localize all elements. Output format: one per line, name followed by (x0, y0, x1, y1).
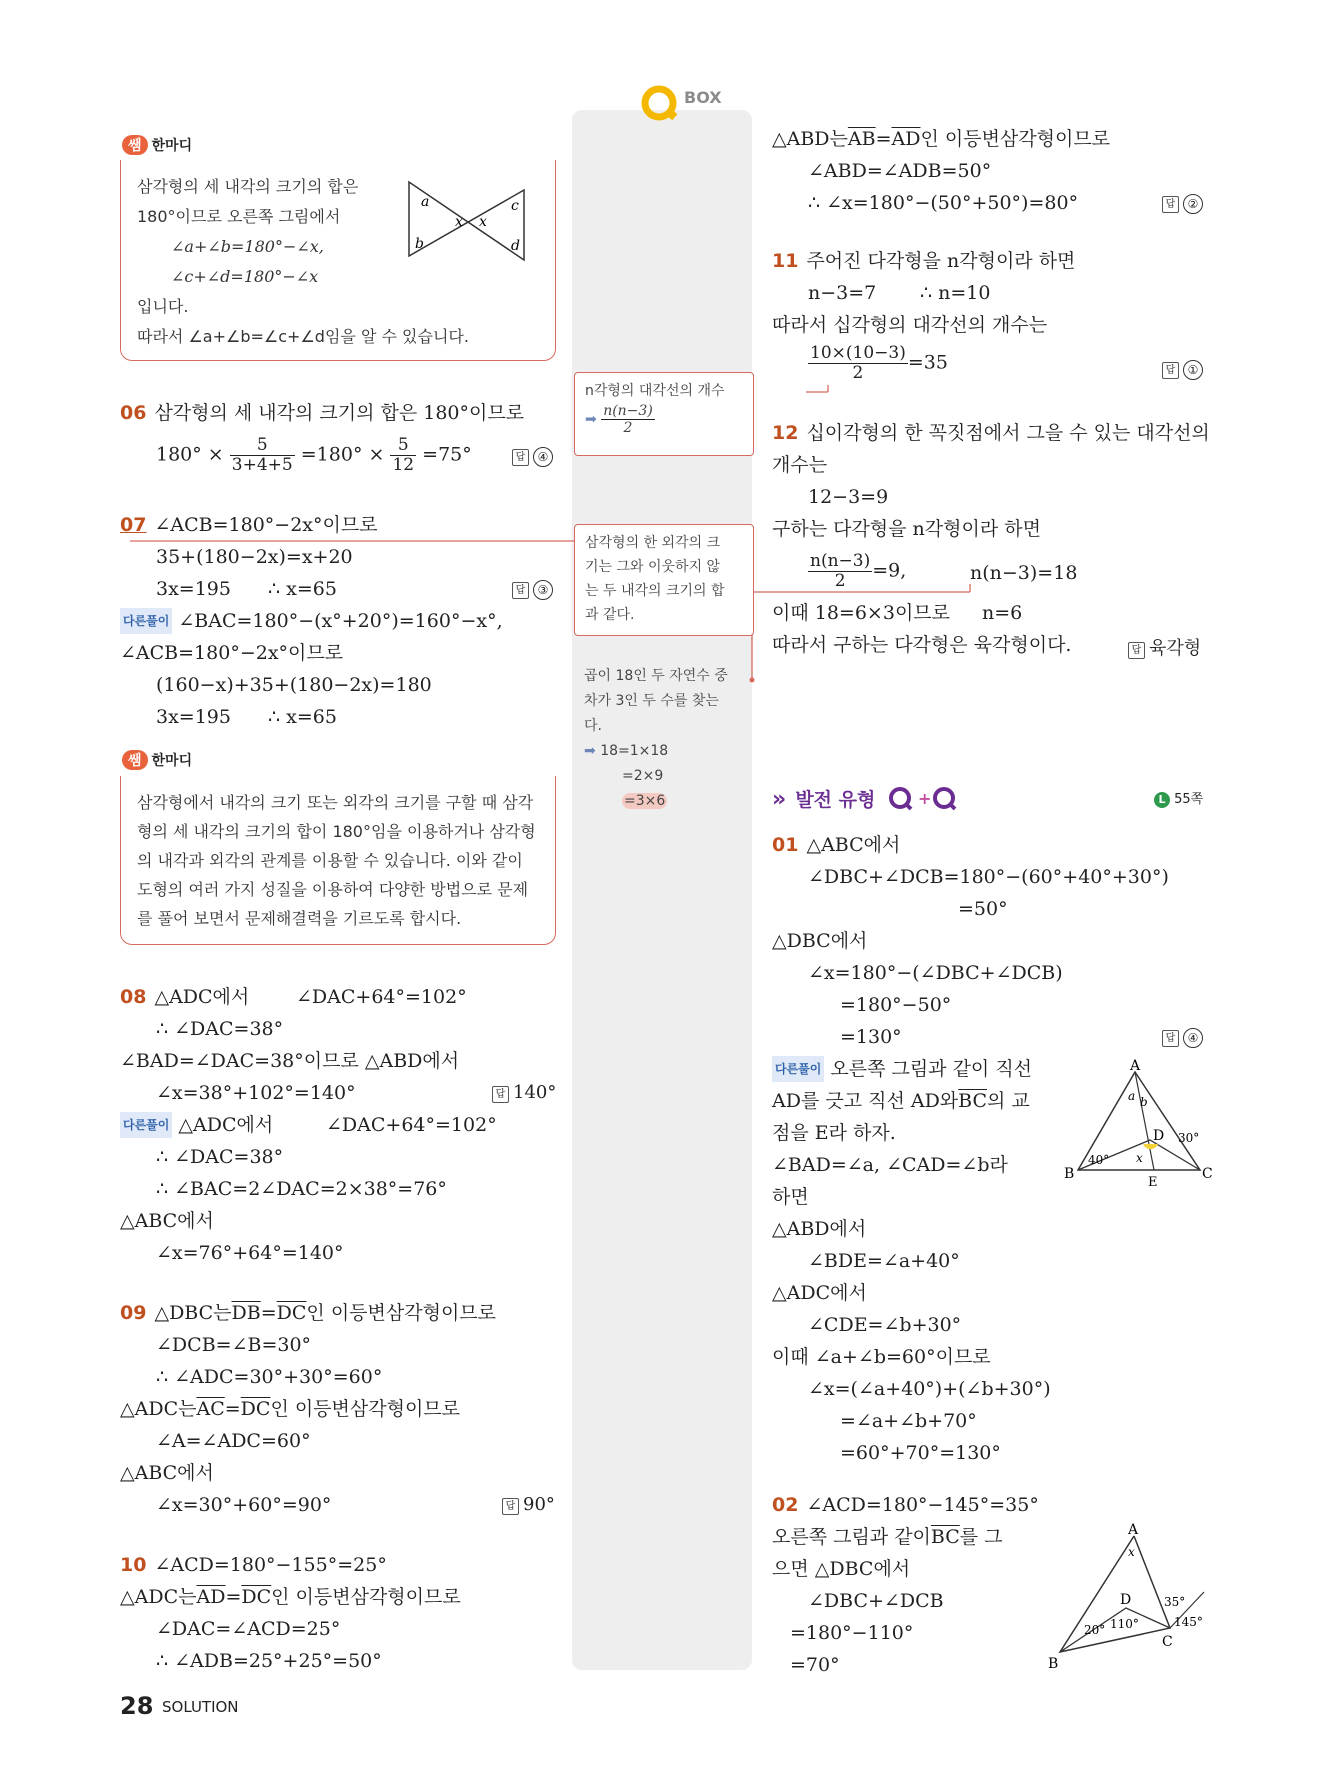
p10-line2: △ADC는$\overline{AD}=\overline{DC}$인 이등변삼각형이므로 (120, 1586, 461, 1608)
problem-number: 02 (772, 1494, 799, 1516)
alt-solution-badge: 다른풀이 (772, 1056, 824, 1082)
answer-09: 답 90° (502, 1494, 555, 1515)
a01-line1: 01 △ABC에서 (772, 834, 901, 856)
p11-line1: 11 주어진 다각형을 n각형이라 하면 (772, 250, 1076, 272)
tip1-line: ∠c+∠d=180°−∠x (171, 267, 319, 286)
svg-text:A: A (1130, 1058, 1141, 1074)
p08-line4: ∠x=38°+102°=140° (156, 1082, 356, 1104)
p09-line7: ∠x=30°+60°=90° (156, 1494, 332, 1516)
svg-text:35°: 35° (1164, 1595, 1186, 1609)
p12-line2: 개수는 (772, 454, 828, 476)
tip1-line: 180°이므로 오른쪽 그림에서 (137, 207, 341, 226)
p08-line3: ∠BAD=∠DAC=38°이므로 △ABD에서 (120, 1050, 460, 1072)
answer-07: 답 ③ (512, 578, 553, 600)
l-circle-icon: L (1154, 792, 1170, 808)
problem-number: 12 (772, 422, 799, 444)
answer-icon: 답 (1162, 1030, 1179, 1047)
p07-line2: 35+(180−2x)=x+20 (156, 546, 353, 568)
p12-line7: 따라서 구하는 다각형은 육각형이다. (772, 634, 1072, 656)
problem-number: 01 (772, 834, 799, 856)
answer-12: 답 육각형 (1128, 634, 1201, 660)
a01-line14: ∠BDE=∠a+40° (808, 1250, 960, 1272)
margin-note-exterior: 삼각형의 한 외각의 크 기는 그와 이웃하지 않 는 두 내각의 크기의 합 과 같다. (574, 524, 754, 636)
a01-line7: =130° (840, 1026, 902, 1048)
p07-line5: ∠ACB=180°−2x°이므로 (120, 642, 344, 664)
a01-line5: ∠x=180°−(∠DBC+∠DCB) (808, 962, 1063, 984)
tip1-line: 따라서 ∠a+∠b=∠c+∠d임을 알 수 있습니다. (137, 327, 469, 346)
a02-line1: 02 ∠ACD=180°−145°=35° (772, 1494, 1039, 1516)
fig-label: x (455, 214, 463, 230)
svg-text:D: D (1153, 1128, 1165, 1144)
p07-line7b: ∴ x=65 (268, 706, 337, 728)
a02-line5: =180°−110° (790, 1622, 914, 1644)
problem-number: 11 (772, 250, 799, 272)
answer-icon: 답 (512, 449, 529, 466)
p11-line4: $\frac{10\times(10-3)}{2}$ =35 (810, 343, 948, 383)
triangle-figure-01 (1060, 1058, 1213, 1190)
svg-text:145°: 145° (1174, 1615, 1203, 1629)
p09-line5: ∠A=∠ADC=60° (156, 1430, 311, 1452)
p12-line5: $\frac{n(n-3)}{2}$ =9, (810, 551, 907, 591)
answer-a01: 답 ④ (1162, 1026, 1203, 1048)
tip2-line: 삼각형에서 내각의 크기 또는 외각의 크기를 구할 때 삼각 (137, 793, 534, 812)
problem-number: 10 (120, 1554, 147, 1576)
p08-line2: ∴ ∠DAC=38° (156, 1018, 284, 1040)
a01-line6: =180°−50° (840, 994, 952, 1016)
tip2-tag: 쌤 (122, 750, 148, 770)
p10c-line3: ∴ ∠x=180°−(50°+50°)=80° (808, 192, 1079, 214)
p08-line5b: ∠DAC+64°=102° (326, 1114, 497, 1136)
tip2-line: 의 내각과 외각의 관계를 이용할 수 있습니다. 이와 같이 (137, 851, 523, 870)
margin-note-factor: 곱이 18인 두 자연수 중 차가 3인 두 수를 찾는 다. ➡ 18=1×18 =2×9 =3×6 (584, 668, 728, 809)
a01-line16: ∠CDE=∠b+30° (808, 1314, 962, 1336)
svg-text:30°: 30° (1178, 1131, 1200, 1145)
p10-line1: 10 ∠ACD=180°−155°=25° (120, 1554, 387, 1576)
tip2-tag2: 한마디 (151, 753, 193, 769)
p06-line2: 180° × $\frac{5}{3+4+5}$ =180° × $\frac{5}{12}$ =75° (156, 435, 472, 475)
p08-line6: ∴ ∠DAC=38° (156, 1146, 284, 1168)
p12-line6a: 이때 18=6×3이므로 (772, 602, 951, 624)
fig-label: a (421, 194, 430, 210)
p07-line6: (160−x)+35+(180−2x)=180 (156, 674, 432, 696)
p12-line5b: n(n−3)=18 (970, 562, 1078, 584)
svg-text:D: D (1120, 1592, 1132, 1608)
a01-line2: ∠DBC+∠DCB=180°−(60°+40°+30°) (808, 866, 1169, 888)
a01-line3: =50° (958, 898, 1008, 920)
p11-line2b: ∴ n=10 (920, 282, 991, 304)
p07-line3b: ∴ x=65 (268, 578, 337, 600)
tip1-tag: 쌤 (122, 135, 148, 155)
answer-06: 답 ④ (512, 445, 553, 467)
svg-text:E: E (1148, 1175, 1158, 1190)
answer-icon: 답 (1128, 642, 1145, 659)
alt-solution-badge: 다른풀이 (120, 1112, 172, 1138)
fig-label: x (479, 214, 487, 230)
svg-text:C: C (1162, 1634, 1173, 1650)
page-reference: L 55쪽 (1154, 788, 1203, 808)
svg-text:B: B (1048, 1656, 1059, 1672)
tip1-box (120, 160, 556, 361)
svg-text:x: x (1128, 1545, 1135, 1559)
tip1-tag2: 한마디 (151, 138, 193, 154)
p08-line5: 다른풀이 △ADC에서 (120, 1112, 273, 1138)
tip2-line: 를 풀어 보면서 문제해결력을 기르도록 합시다. (137, 909, 462, 928)
problem-number: 06 (120, 402, 147, 424)
p09-line4: △ADC는$\overline{AC}=\overline{DC}$인 이등변삼각형이므로 (120, 1398, 461, 1420)
p12-line3: 12−3=9 (808, 486, 889, 508)
p08-line8: △ABC에서 (120, 1210, 214, 1232)
a02-line4: ∠DBC+∠DCB (808, 1590, 944, 1612)
triangle-figure-02 (1040, 1522, 1210, 1672)
a01-line10: 점을 E라 하자. (772, 1122, 896, 1144)
footer-label: SOLUTION (162, 1698, 239, 1716)
a01-line8: 다른풀이 오른쪽 그림과 같이 직선 (772, 1056, 1032, 1082)
svg-text:20°: 20° (1084, 1623, 1106, 1637)
a01-line20: =60°+70°=130° (840, 1442, 1001, 1464)
p06-line1: 06 삼각형의 세 내각의 크기의 합은 180°이므로 (120, 402, 525, 424)
tip2-header (122, 750, 192, 770)
svg-text:40°: 40° (1088, 1153, 1110, 1167)
a01-line19: =∠a+∠b+70° (840, 1410, 977, 1432)
svg-text:b: b (1140, 1095, 1148, 1109)
answer-08: 답 140° (492, 1082, 556, 1103)
p10-line4: ∴ ∠ADB=25°+25°=50° (156, 1650, 382, 1672)
svg-text:A: A (1128, 1522, 1139, 1538)
p08-line7: ∴ ∠BAC=2∠DAC=2×38°=76° (156, 1178, 447, 1200)
p09-line2: ∠DCB=∠B=30° (156, 1334, 312, 1356)
qq-logo-icon (886, 784, 976, 812)
alt-solution-badge: 다른풀이 (120, 608, 172, 634)
a01-line9: AD를 긋고 직선 AD와$\overline{BC}$의 교 (772, 1090, 1030, 1112)
p11-line3: 따라서 십각형의 대각선의 개수는 (772, 314, 1048, 336)
margin-note-diagonals: n각형의 대각선의 개수 ➡ $\frac{n(n-3)}{2}$ (574, 372, 754, 456)
p09-line6: △ABC에서 (120, 1462, 214, 1484)
p12-line1: 12 십이각형의 한 꼭짓점에서 그을 수 있는 대각선의 (772, 422, 1210, 444)
a01-line11: ∠BAD=∠a, ∠CAD=∠b라 (772, 1154, 1008, 1176)
p10c-line2: ∠ABD=∠ADB=50° (808, 160, 992, 182)
answer-icon: 답 (492, 1086, 509, 1103)
answer-11: 답 ① (1162, 358, 1203, 380)
answer-icon: 답 (1162, 196, 1179, 213)
p07-line7a: 3x=195 (156, 706, 231, 728)
box-label: BOX (684, 88, 722, 107)
p07-line4: 다른풀이 ∠BAC=180°−(x°+20°)=160°−x°, (120, 608, 503, 634)
a01-line12: 하면 (772, 1186, 809, 1208)
p09-line3: ∴ ∠ADC=30°+30°=60° (156, 1366, 383, 1388)
svg-text:a: a (1128, 1089, 1136, 1103)
problem-number: 07 (120, 514, 147, 536)
p10c-line1: △ABD는$\overline{AB}=\overline{AD}$인 이등변삼각형이므로 (772, 128, 1111, 150)
svg-text:x: x (1136, 1151, 1143, 1165)
svg-text:B: B (1064, 1166, 1075, 1182)
p07-line1: 07 ∠ACB=180°−2x°이므로 (120, 514, 378, 536)
answer-icon: 답 (512, 582, 529, 599)
a02-line3: 으면 △DBC에서 (772, 1558, 911, 1580)
problem-number: 09 (120, 1302, 147, 1324)
a02-line6: =70° (790, 1654, 840, 1676)
a01-line18: ∠x=(∠a+40°)+(∠b+30°) (808, 1378, 1051, 1400)
p12-line4: 구하는 다각형을 n각형이라 하면 (772, 518, 1041, 540)
p10-line3: ∠DAC=∠ACD=25° (156, 1618, 341, 1640)
p08-line1: 08 △ADC에서 (120, 986, 250, 1008)
a01-line13: △ABD에서 (772, 1218, 867, 1240)
tip2-line: 형의 세 내각의 크기의 합이 180°임을 이용하거나 삼각형 (137, 822, 536, 841)
page-number: 28 (120, 1692, 154, 1720)
problem-number: 08 (120, 986, 147, 1008)
svg-text:C: C (1202, 1166, 1213, 1182)
a02-line2: 오른쪽 그림과 같이$\overline{BC}$를 그 (772, 1526, 1003, 1548)
fraction: $\frac{5}{3+4+5}$ (231, 435, 293, 475)
double-chevron-icon: » (772, 787, 787, 812)
tip2-box (120, 776, 556, 945)
a01-line15: △ADC에서 (772, 1282, 867, 1304)
fig-label: b (415, 236, 424, 252)
p08-line1b: ∠DAC+64°=102° (296, 986, 467, 1008)
svg-text:+: + (918, 789, 932, 808)
answer-10: 답 ② (1162, 192, 1203, 214)
p12-line6b: n=6 (982, 602, 1023, 624)
section-header (772, 784, 976, 812)
a01-line4: △DBC에서 (772, 930, 868, 952)
fig-label: c (511, 198, 519, 214)
tip1-header (122, 135, 192, 155)
fraction: $\frac{5}{12}$ (392, 435, 415, 475)
answer-icon: 답 (502, 1498, 519, 1515)
fig-label: d (511, 238, 520, 254)
answer-icon: 답 (1162, 362, 1179, 379)
tip2-line: 도형의 여러 가지 성질을 이용하여 다양한 방법으로 문제 (137, 880, 529, 899)
section-title: 발전 유형 (795, 789, 876, 811)
p07-line3a: 3x=195 (156, 578, 231, 600)
p11-line2a: n−3=7 (808, 282, 877, 304)
tip1-line: ∠a+∠b=180°−∠x, (171, 237, 324, 256)
tip1-line: 입니다. (137, 297, 189, 316)
tip1-line: 삼각형의 세 내각의 크기의 합은 (137, 177, 359, 196)
bowtie-figure (399, 176, 539, 266)
svg-text:110°: 110° (1110, 1617, 1139, 1631)
p09-line1: 09 △DBC는$\overline{DB}=\overline{DC}$인 이등변삼각형이므로 (120, 1302, 497, 1324)
a01-line17: 이때 ∠a+∠b=60°이므로 (772, 1346, 991, 1368)
p08-line9: ∠x=76°+64°=140° (156, 1242, 344, 1264)
